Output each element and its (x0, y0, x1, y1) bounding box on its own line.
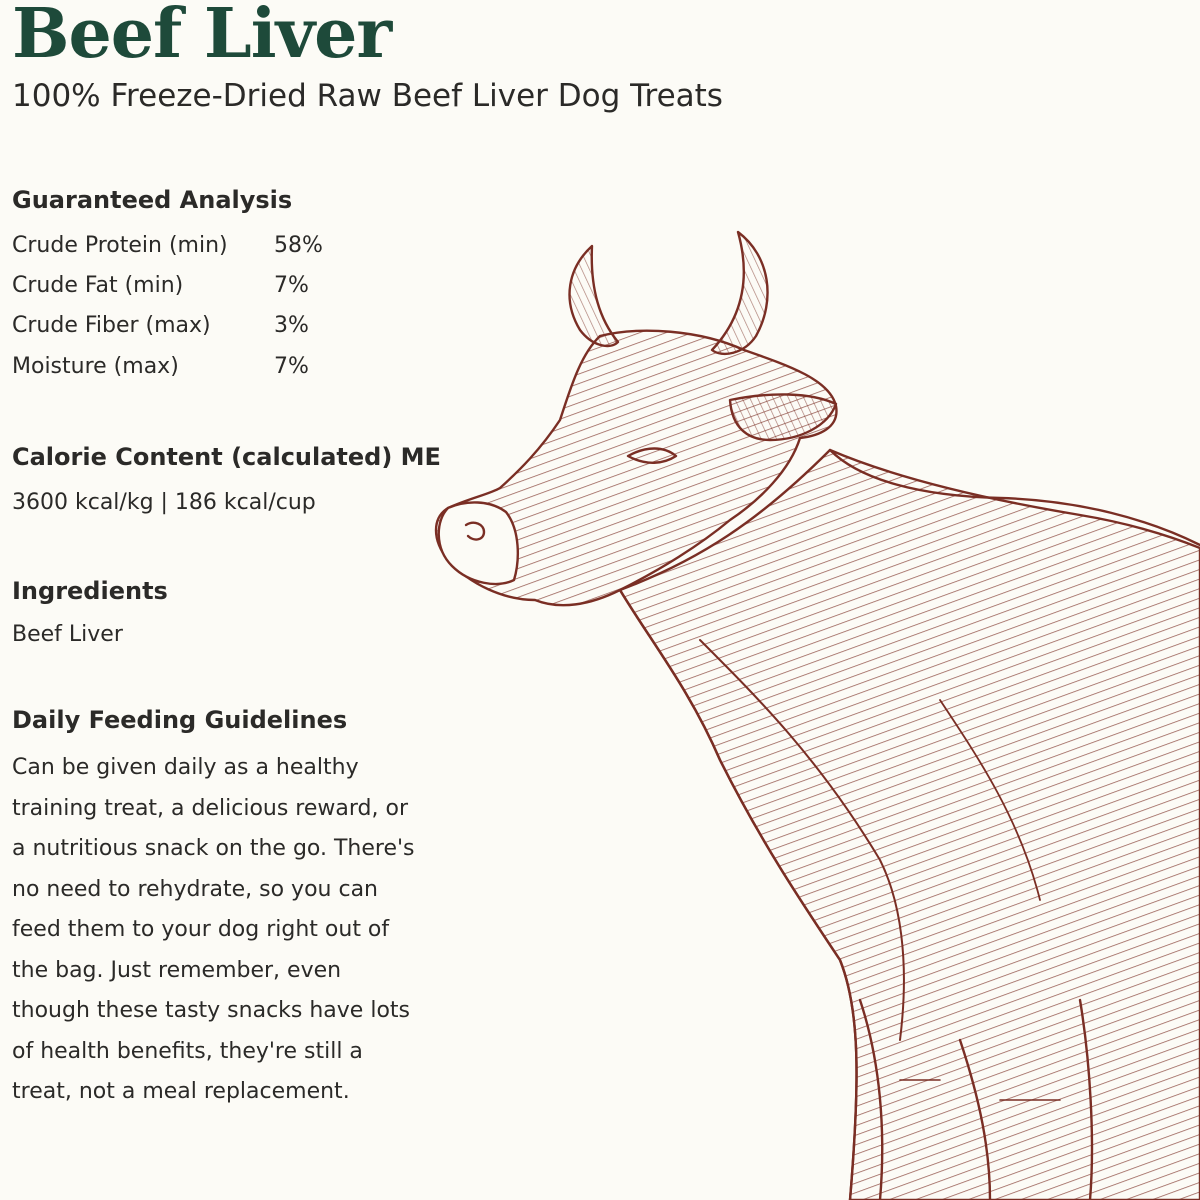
feeding-line: though these tasty snacks have lots (12, 998, 410, 1023)
feeding-line: a nutritious snack on the go. There's (12, 836, 415, 861)
feeding-heading: Daily Feeding Guidelines (12, 706, 348, 734)
feeding-text (12, 752, 432, 1117)
ingredients-heading: Ingredients (12, 577, 168, 605)
ingredients-value: Beef Liver (12, 622, 123, 647)
analysis-row (12, 313, 342, 343)
feeding-line: training treat, a delicious reward, or (12, 795, 408, 821)
feeding-line: of health benefits, they're still a (12, 1038, 363, 1064)
cow-sketch-icon (420, 220, 1200, 1200)
feeding-line: Can be given daily as a healthy (12, 755, 359, 780)
calorie-value: 3600 kcal/kg | 186 kcal/cup (12, 490, 316, 515)
analysis-value: 7% (274, 354, 309, 379)
analysis-label: Crude Fat (min) (12, 273, 184, 298)
analysis-value: 3% (274, 313, 309, 338)
feeding-line: treat, not a meal replacement. (12, 1079, 350, 1104)
analysis-value: 58% (274, 233, 323, 258)
feeding-line: feed them to your dog right out of (12, 917, 390, 942)
analysis-value: 7% (274, 273, 309, 298)
analysis-label: Crude Protein (min) (12, 233, 228, 258)
analysis-row (12, 273, 342, 303)
analysis-row (12, 233, 342, 263)
analysis-label: Moisture (max) (12, 354, 179, 379)
page-subtitle: 100% Freeze-Dried Raw Beef Liver Dog Treats (12, 78, 723, 114)
analysis-row (12, 354, 342, 384)
feeding-line: no need to rehydrate, so you can (12, 876, 378, 902)
page-title: Beef Liver (12, 0, 392, 74)
calorie-heading: Calorie Content (calculated) ME (12, 443, 441, 471)
analysis-heading: Guaranteed Analysis (12, 186, 293, 214)
feeding-line: the bag. Just remember, even (12, 957, 342, 983)
analysis-label: Crude Fiber (max) (12, 313, 211, 338)
